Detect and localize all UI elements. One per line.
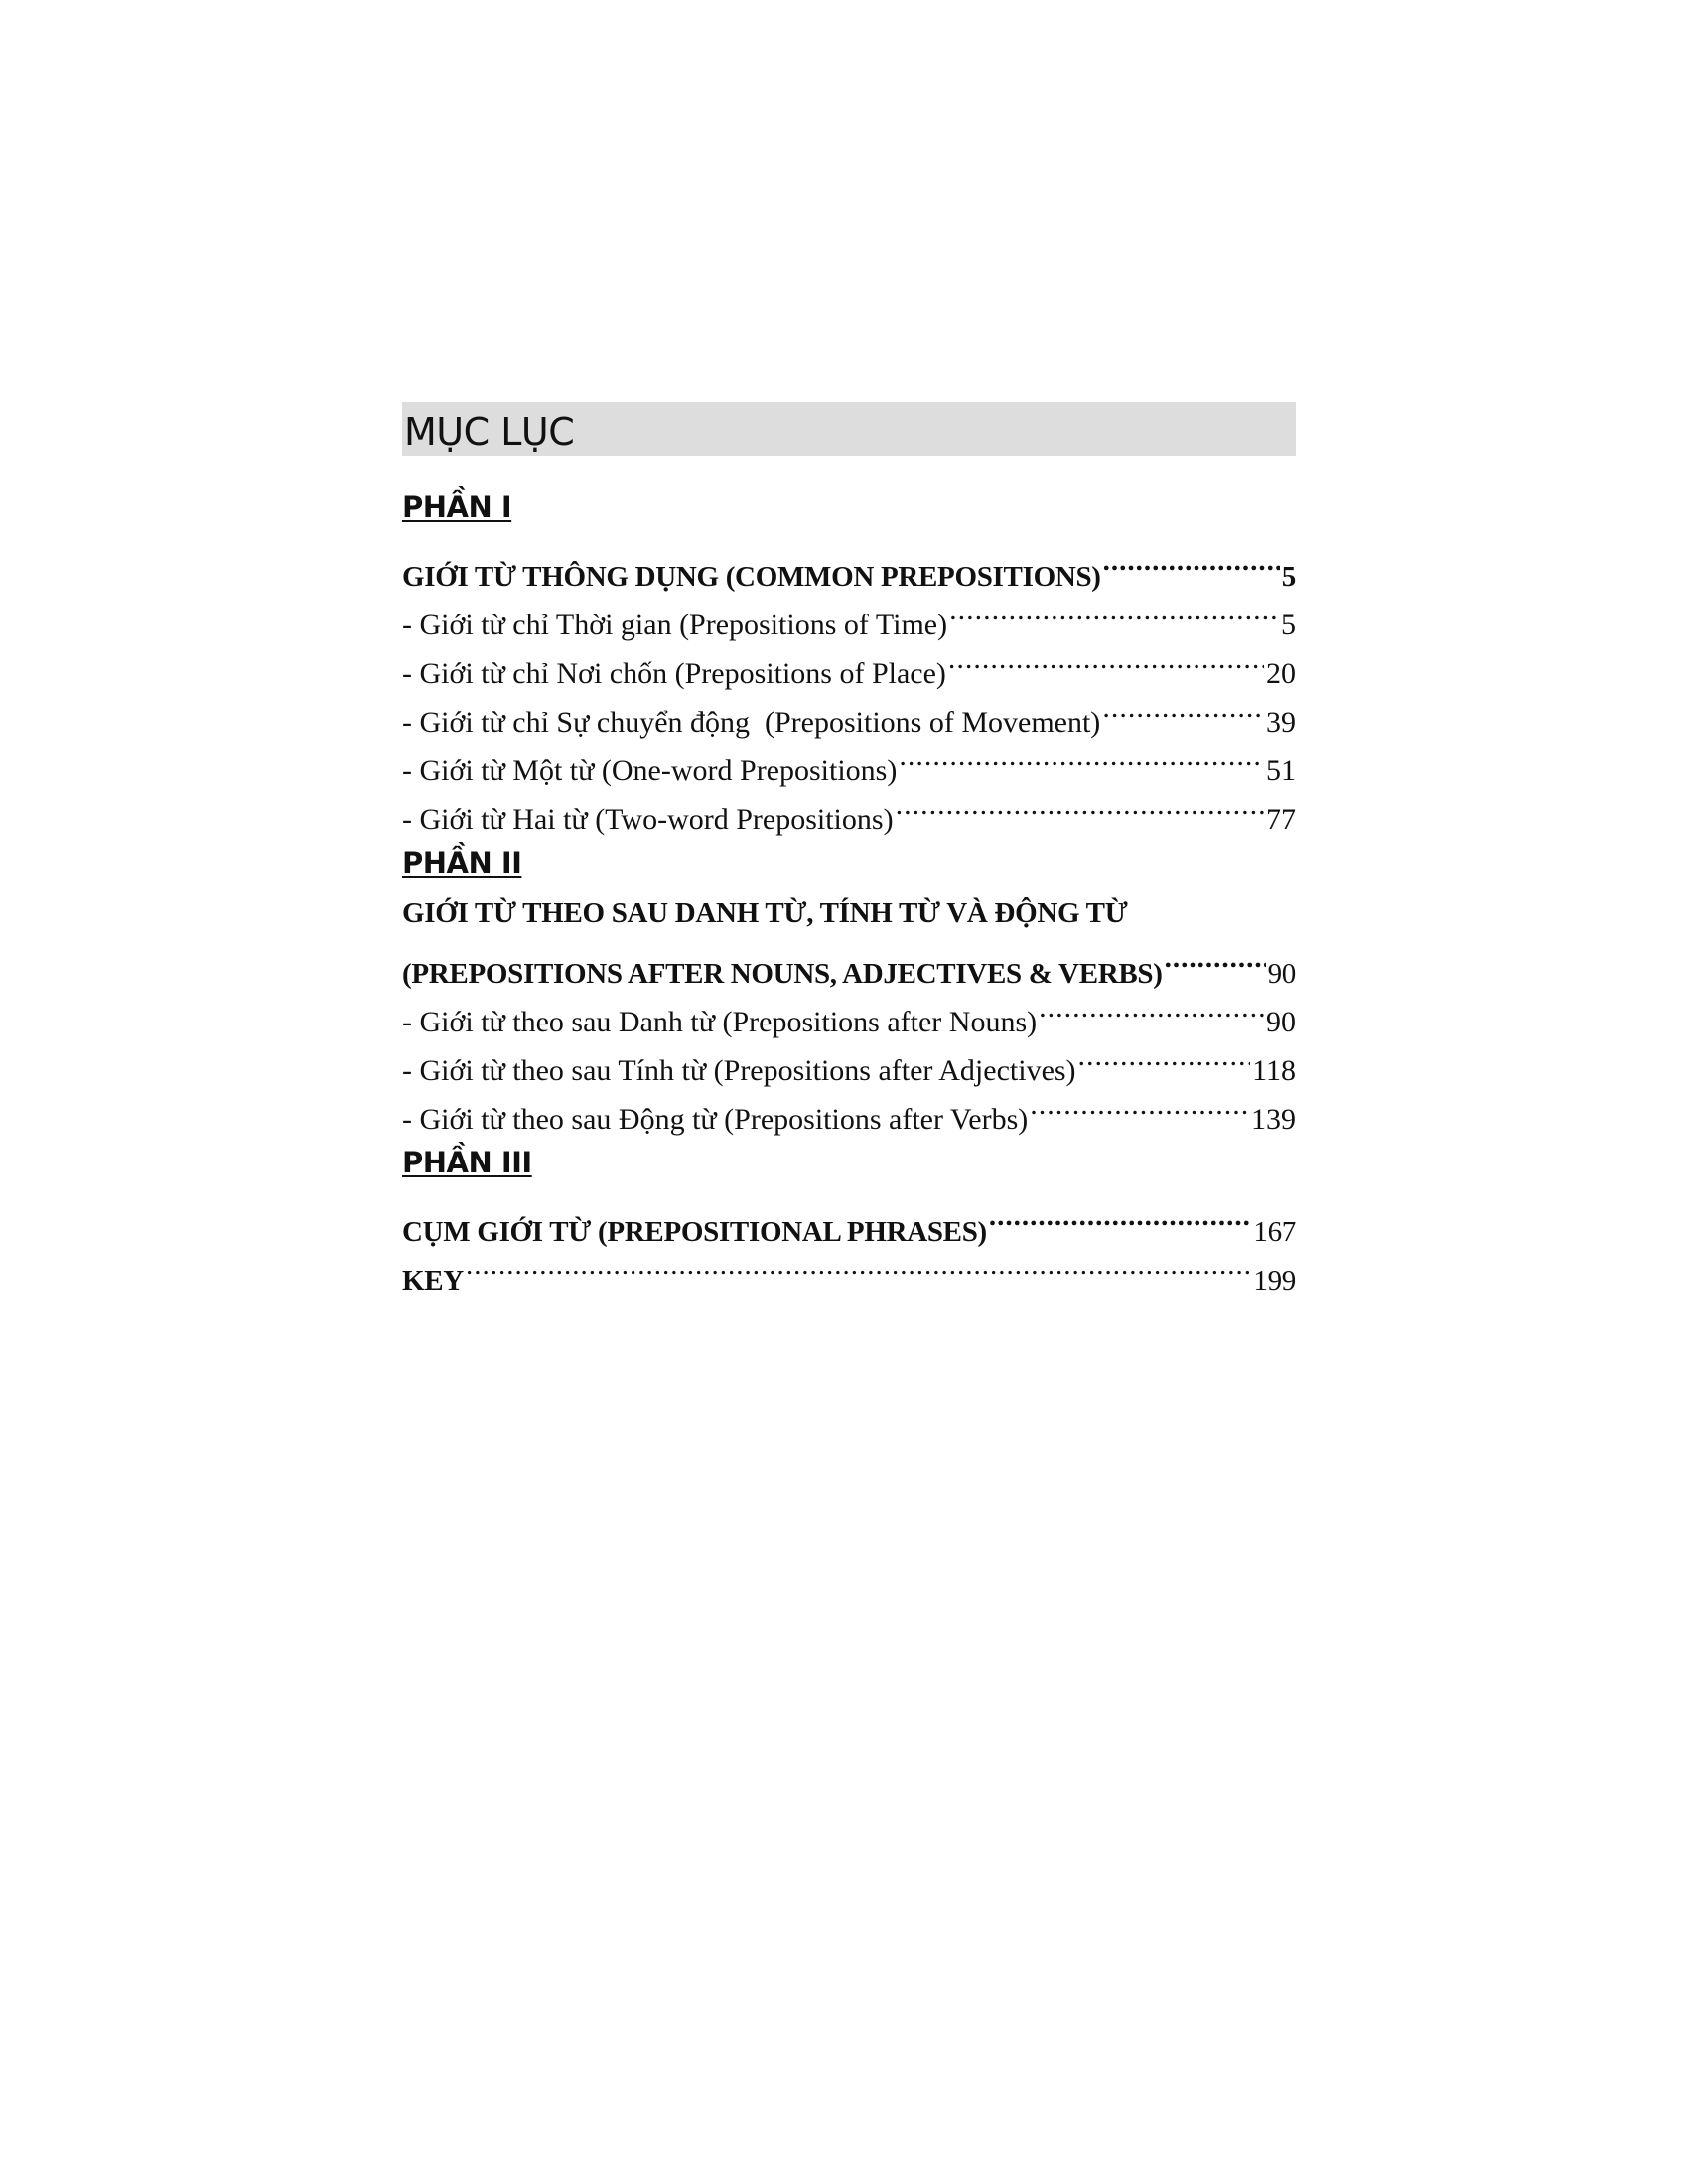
toc-entry-text: - Giới từ chỉ Thời gian (Prepositions of Time) [402, 609, 948, 641]
toc-entry-text: (PREPOSITIONS AFTER NOUNS, ADJECTIVES & VERBS) [402, 958, 1163, 990]
dot-leader [1102, 683, 1264, 732]
toc-entry-text: - Giới từ chỉ Nơi chốn (Prepositions of Place) [402, 657, 946, 690]
toc-entry-part1-heading[interactable] [402, 537, 1296, 593]
dot-leader [1078, 1031, 1251, 1080]
dot-leader [1103, 537, 1280, 586]
page-number: 20 [1266, 657, 1296, 690]
dot-leader [1030, 1080, 1249, 1129]
page-number: 118 [1252, 1054, 1296, 1087]
page-title: MỤC LỤC [404, 410, 575, 454]
dot-leader [1039, 983, 1264, 1031]
dot-leader [896, 780, 1264, 829]
toc-entry-text: - Giới từ Một từ (One-word Prepositions) [402, 754, 898, 787]
toc-entry-text: - Giới từ Hai từ (Two-word Prepositions) [402, 803, 894, 836]
toc-entry-text: - Giới từ theo sau Danh từ (Prepositions after Nouns) [402, 1006, 1038, 1038]
toc-entry-text: - Giới từ theo sau Tính từ (Prepositions after Adjectives) [402, 1054, 1076, 1087]
dot-leader [899, 732, 1264, 780]
dot-leader [948, 634, 1264, 683]
toc-entry-key[interactable] [402, 1241, 1296, 1297]
page-number: 90 [1266, 1006, 1296, 1038]
toc-entry-part3-heading[interactable] [402, 1192, 1296, 1248]
dot-leader [949, 586, 1279, 634]
page-number: 167 [1253, 1216, 1296, 1248]
toc-entry-text: GIỚI TỪ THÔNG DỤNG (COMMON PREPOSITIONS) [402, 561, 1101, 593]
dot-leader [466, 1241, 1251, 1290]
page-number: 77 [1266, 803, 1296, 836]
page-number: 5 [1281, 561, 1296, 593]
toc-entry-part2-heading[interactable] [402, 934, 1296, 990]
part-3-label: PHẦN III [402, 1146, 532, 1179]
toc-entry-text: CỤM GIỚI TỪ (PREPOSITIONAL PHRASES) [402, 1216, 987, 1248]
page-number: 51 [1266, 754, 1296, 787]
page-number: 199 [1253, 1265, 1296, 1297]
toc-entry-text: - Giới từ theo sau Động từ (Prepositions after Verbs) [402, 1103, 1029, 1136]
page-number: 90 [1267, 958, 1296, 990]
part-2-heading-line: GIỚI TỪ THEO SAU DANH TỪ, TÍNH TỪ VÀ ĐỘNG TỪ [402, 897, 1128, 929]
page-number: 139 [1251, 1103, 1296, 1136]
table-of-contents [402, 402, 1296, 1297]
dot-leader [1165, 934, 1266, 983]
page-number: 5 [1281, 609, 1296, 641]
part-2-label: PHẦN II [402, 846, 522, 880]
page-number: 39 [1266, 706, 1296, 739]
part-1-label: PHẦN I [402, 490, 512, 524]
dot-leader [989, 1192, 1251, 1241]
toc-entry-text: KEY [402, 1265, 464, 1297]
toc-entry-text: - Giới từ chỉ Sự chuyển động (Prepositions of Movement) [402, 706, 1101, 739]
toc-header-bar [402, 402, 1296, 456]
